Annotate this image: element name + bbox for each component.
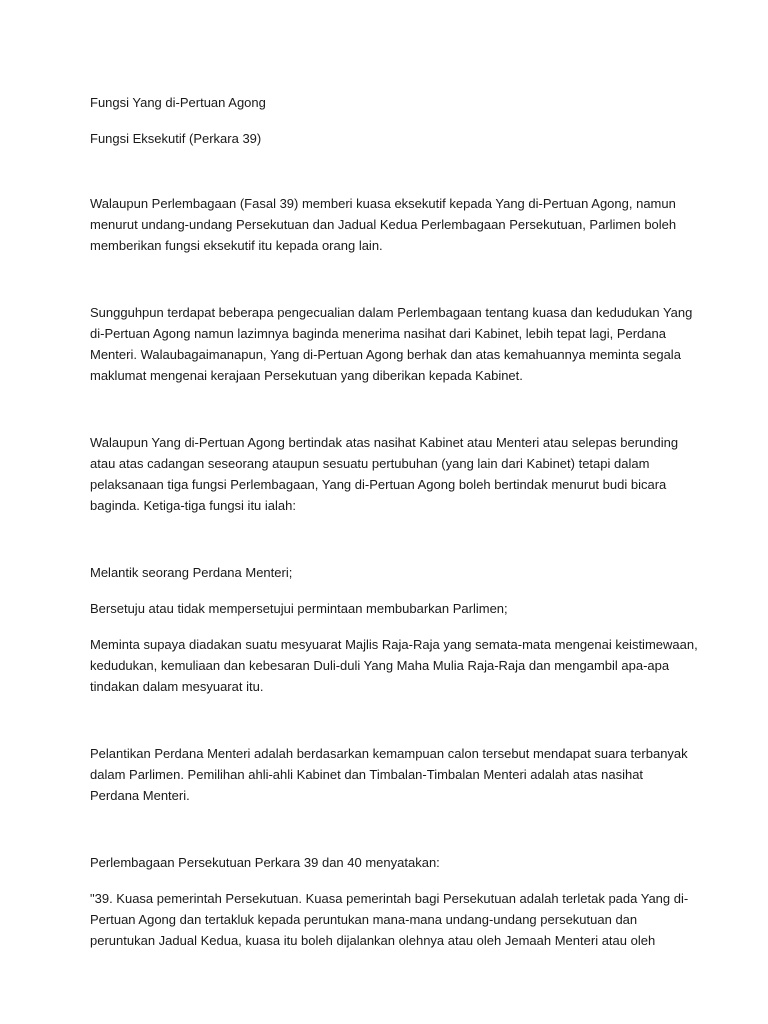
paragraph-discretion [90,432,686,516]
paragraph-pm-appointment [90,743,686,806]
function-item-dissolve-parliament [90,598,686,619]
quote-line: Pertuan Agong dan tertakluk kepada peruntukan mana-mana undang-undang persekutuan dan [90,912,638,927]
paragraph-executive-power [90,193,686,256]
paragraph-line: atau atas cadangan seseorang ataupun sesuatu pertubuhan (yang lain dari Kabinet) tetapi dalam [90,456,650,471]
document-subtitle: Fungsi Eksekutif (Perkara 39) [90,131,262,146]
paragraph-line: memberikan fungsi eksekutif itu kepada orang lain. [90,238,383,253]
article-quote [90,888,689,951]
function-line: Melantik seorang Perdana Menteri; [90,565,293,580]
function-line: kedudukan, kemuliaan dan kebesaran Duli-duli Yang Maha Mulia Raja-Raja dan mengambil apa-apa [90,658,670,673]
paragraph-line: Menteri. Walaubagaimanapun, Yang di-Pertuan Agong berhak dan atas kemahuannya meminta segala [90,347,681,362]
quote-line: peruntukan Jadual Kedua, kuasa itu boleh dijalankan olehnya atau oleh Jemaah Menteri atau oleh [90,933,656,948]
paragraph-line: di-Pertuan Agong namun lazimnya baginda menerima nasihat dari Kabinet, lebih tepat lagi, Perdana [90,326,666,341]
function-line: Meminta supaya diadakan suatu mesyuarat Majlis Raja-Raja yang semata-mata mengenai keistimewaan, [90,637,698,652]
paragraph-line: baginda. Ketiga-tiga fungsi itu ialah: [90,498,296,513]
function-item-council-of-rulers [90,634,698,697]
paragraph-line: Walaupun Perlembagaan (Fasal 39) memberi kuasa eksekutif kepada Yang di-Pertuan Agong, namun [90,196,676,211]
paragraph-line: pelaksanaan tiga fungsi Perlembagaan, Yang di-Pertuan Agong boleh bertindak menurut budi bicara [90,477,667,492]
paragraph-line: Walaupun Yang di-Pertuan Agong bertindak atas nasihat Kabinet atau Menteri atau selepas berunding [90,435,679,450]
function-line: tindakan dalam mesyuarat itu. [90,679,264,694]
paragraph-line: Perdana Menteri. [90,788,190,803]
article-intro: Perlembagaan Persekutuan Perkara 39 dan 40 menyatakan: [90,855,440,870]
paragraph-line: maklumat mengenai kerajaan Persekutuan yang diberikan kepada Kabinet. [90,368,523,383]
document-title: Fungsi Yang di-Pertuan Agong [90,95,266,110]
function-item-appoint-pm [90,562,686,583]
paragraph-cabinet-advice [90,302,693,386]
paragraph-line: menurut undang-undang Persekutuan dan Jadual Kedua Perlembagaan Persekutuan, Parlimen boleh [90,217,677,232]
paragraph-line: Pelantikan Perdana Menteri adalah berdasarkan kemampuan calon tersebut mendapat suara terbanyak [90,746,688,761]
document-body [90,92,698,951]
paragraph-line: dalam Parlimen. Pemilihan ahli-ahli Kabinet dan Timbalan-Timbalan Menteri adalah atas nasihat [90,767,644,782]
quote-line: "39. Kuasa pemerintah Persekutuan. Kuasa pemerintah bagi Persekutuan adalah terletak pada Yang di- [90,891,689,906]
paragraph-line: Sungguhpun terdapat beberapa pengecualian dalam Perlembagaan tentang kuasa dan kedudukan Yang [90,305,693,320]
function-line: Bersetuju atau tidak mempersetujui permintaan membubarkan Parlimen; [90,601,508,616]
